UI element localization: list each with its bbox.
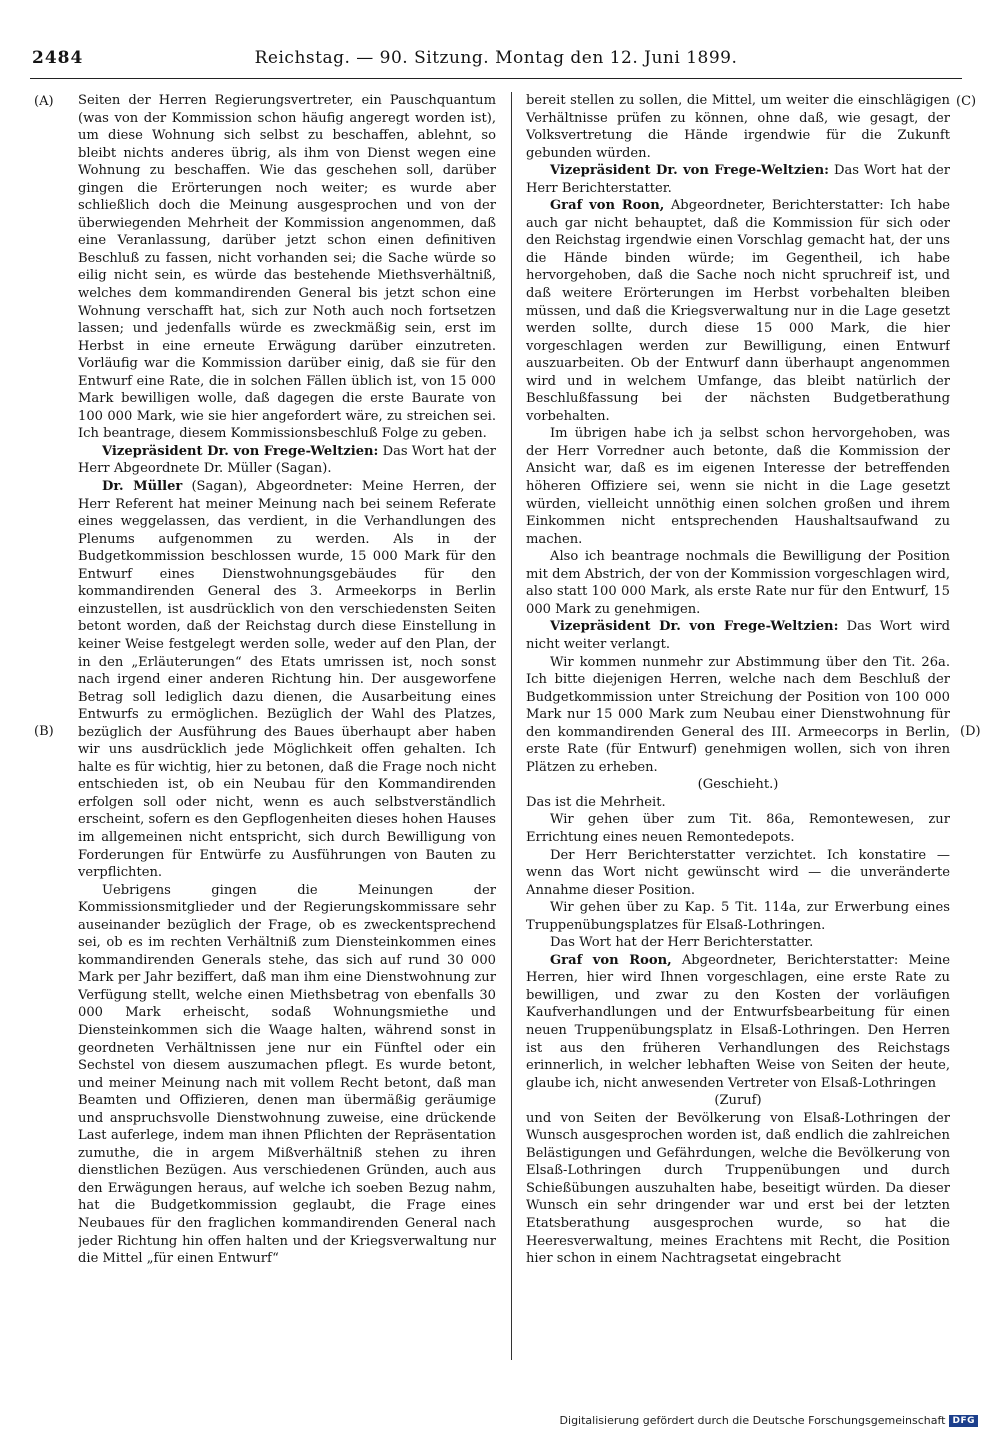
paragraph bbox=[526, 197, 950, 425]
page-header bbox=[30, 48, 962, 79]
running-head: Reichstag. — 90. Sitzung. Montag den 12. Juni 1899. bbox=[254, 48, 738, 68]
paragraph bbox=[78, 478, 496, 882]
speaker-name: Graf von Roon, bbox=[550, 952, 672, 968]
paragraph-text: bereit stellen zu sollen, die Mittel, um weiter die einschlägigen Verhältnisse prüfen zu können, ohne daß, wie gesagt, der Volksvertretung die Hände irgendwie für die Zukunft gebunden würden. bbox=[526, 93, 950, 161]
paragraph-text: Das Wort hat der Herr Berichterstatter. bbox=[550, 935, 814, 951]
paragraph bbox=[526, 934, 950, 952]
paragraph bbox=[526, 776, 950, 794]
paragraph bbox=[78, 443, 496, 478]
speaker-name: Graf von Roon, bbox=[550, 198, 665, 214]
paragraph bbox=[526, 425, 950, 548]
speaker-name: Vizepräsident Dr. von Frege-Weltzien: bbox=[550, 163, 829, 179]
speaker-name: Dr. Müller bbox=[102, 479, 183, 495]
paragraph-text: Das ist die Mehrheit. bbox=[526, 794, 666, 810]
paragraph-text: Abgeordneter, Berichterstatter: Ich habe auch gar nicht behauptet, daß die Kommission für sich oder den Reichstag irgendwie einen Vorschlag gemacht hat, der uns die Hände binden würde; im Gegentheil, ich habe hervorgehoben, daß die Sache noch nicht spruchreif ist, und daß weitere Erörterungen im Herbst vorbehalten bleiben müssen, und daß die Kriegsverwaltung nur in die Lage gesetzt werden sollte, durch diese 15 000 Mark, die hier vorgeschlagen werden zur Bewilligung, einen Entwurf auszuarbeiten. Ob der Entwurf dann überhaupt angenommen wird und in welchem Umfange, das bleibt natürlich der Beschlußfassung bei der nächsten Budgetberathung vorbehalten. bbox=[526, 198, 950, 424]
paragraph bbox=[78, 882, 496, 1268]
paragraph-text: (Sagan), Abgeordneter: Meine Herren, der Herr Referent hat meiner Meinung nach bei seinem Referate eines weggelassen, das verdient, in die Verhandlungen des Plenums aufgenommen zu werden. Als in der Budgetkommission beschlossen wurde, 15 000 Mark für den Entwurf eines Dienstwohnungsgebäudes für den kommandirenden General des 3. Armeekorps in Berlin einzustellen, ist ausdrücklich von den verschiedensten Seiten betont worden, daß der Reichstag durch diese Einstellung in keiner Weise festgelegt werden solle, weder auf den Plan, der in den „Erläuterungen“ des Etats umrissen ist, noch sonst nach irgend einer anderen Richtung hin. Der ausgeworfene Betrag soll lediglich dazu dienen, die Ausarbeitung eines Entwurfs zu ermöglichen. Bezüglich der Wahl des Platzes, bezüglich der Ausführung des Baues überhaupt aber haben wir uns ausdrücklich jede Möglichkeit offen gehalten. Ich halte es für wichtig, hier zu betonen, daß die Frage noch nicht entschieden ist, ob ein Neubau für den Kommandirenden erfolgen soll oder nicht, wenn es auch selbstverständlich erscheint, sofern es den Gepflogenheiten dieses hohen Hauses im allgemeinen nicht entspricht, sich durch Bewilligung von Forderungen für Entwürfe zu Ausführungen von Bauten zu verpflichten. bbox=[78, 479, 496, 881]
paragraph-text: Uebrigens gingen die Meinungen der Kommissionsmitglieder und der Regierungskommissare sehr auseinander bezüglich der Frage, ob es zweckentsprechend sei, ob es im rechten Verhältniß zum Diensteinkommen eines kommandirenden Generals stehe, das sich auf rund 30 000 Mark per Jahr beziffert, daß man ihm eine Dienstwohnung zur Verfügung stellt, welche einen Miethsbetrag von ebenfalls 30 000 Mark erheischt, sodaß Wohnungsmiethe und Diensteinkommen sich die Waage halten, während sonst in geordneten Verhältnissen jene nur ein Fünftel oder ein Sechstel von diesem auszumachen pflegt. Es wurde betont, und meiner Meinung nach mit vollem Recht betont, daß man Beamten und Offizieren, denen man übermäßig geräumige und anspruchsvolle Dienstwohnung zuweise, eine drückende Last auferlege, indem man ihnen Pflichten der Repräsentation zumuthe, die in argem Mißverhältniß stehen zu ihren dienstlichen Bezügen. Aus verschiedenen Gründen, auch aus den Erwägungen heraus, auf welche ich soeben Bezug nahm, hat die Budgetkommission geglaubt, die Frage eines Neubaues für den fraglichen kommandirenden General nach jeder Richtung hin offen halten und der Kriegsverwaltung nur die Mittel „für einen Entwurf“ bbox=[78, 882, 496, 1267]
page-number: 2484 bbox=[32, 48, 84, 68]
paragraph-text: und von Seiten der Bevölkerung von Elsaß-Lothringen der Wunsch ausgesprochen worden ist, daß endlich die zahlreichen Belästigungen und Gefährdungen, welche die Bevölkerung von Elsaß-Lothringen durch Truppenübungen und durch Schießübungen auszuhalten habe, beseitigt würden. Da dieser Wunsch ein sehr dringender war und erst bei der letzten Etatsberathung ausgesprochen wurde, so hat die Heeresverwaltung, meines Erachtens mit Recht, die Position hier schon in einem Nachtragsetat eingebracht bbox=[526, 1110, 950, 1267]
footer-text: Digitalisierung gefördert durch die Deutsche Forschungsgemeinschaft bbox=[559, 1414, 946, 1427]
paragraph-text: Wir gehen über zum Tit. 86a, Remontewesen, zur Errichtung eines neuen Remontedepots. bbox=[526, 812, 950, 845]
margin-mark-c: (C) bbox=[956, 94, 977, 109]
paragraph bbox=[526, 654, 950, 777]
paragraph bbox=[526, 794, 950, 812]
speaker-name: Vizepräsident Dr. von Frege-Weltzien: bbox=[550, 619, 839, 635]
paragraph-text: Das Wort wird nicht weiter verlangt. bbox=[526, 619, 950, 652]
paragraph bbox=[526, 847, 950, 900]
paragraph bbox=[526, 1110, 950, 1268]
paragraph-text: (Zuruf) bbox=[714, 1093, 762, 1109]
right-column bbox=[526, 92, 950, 1360]
dfg-logo-icon: DFG bbox=[949, 1415, 978, 1427]
paragraph bbox=[526, 1092, 950, 1110]
paragraph bbox=[526, 92, 950, 162]
margin-mark-b: (B) bbox=[34, 724, 54, 739]
margin-mark-d: (D) bbox=[960, 724, 981, 739]
margin-mark-a: (A) bbox=[34, 94, 54, 109]
paragraph-text: Wir gehen über zu Kap. 5 Tit. 114a, zur Erwerbung eines Truppenübungsplatzes für Elsaß-Lothringen. bbox=[526, 900, 950, 933]
column-divider bbox=[511, 92, 512, 1360]
paragraph bbox=[526, 952, 950, 1092]
paragraph bbox=[526, 548, 950, 618]
paragraph bbox=[526, 162, 950, 197]
paragraph bbox=[78, 92, 496, 443]
paragraph bbox=[526, 811, 950, 846]
paragraph-text: Das Wort hat der Herr Abgeordnete Dr. Müller (Sagan). bbox=[78, 443, 496, 477]
left-column bbox=[78, 92, 496, 1360]
paragraph-text: (Geschieht.) bbox=[697, 777, 779, 793]
paragraph-text: Der Herr Berichterstatter verzichtet. Ich konstatire — wenn das Wort nicht gewünscht wird — die unveränderte Annahme dieser Position. bbox=[526, 847, 950, 898]
paragraph-text: Das Wort hat der Herr Berichterstatter. bbox=[526, 163, 950, 196]
paragraph-text: Abgeordneter, Berichterstatter: Meine Herren, hier wird Ihnen vorgeschlagen, eine erste Rate zu bewilligen, und zwar zu den Kosten der vorläufigen Kaufverhandlungen und der Entwurfsbearbeitung für einen neuen Truppenübungsplatz in Elsaß-Lothringen. Den Herren ist aus den früheren Verhandlungen des Reichstags erinnerlich, in welcher lebhaften Weise von Seiten der heute, glaube ich, nicht anwesenden Vertreter von Elsaß-Lothringen bbox=[526, 952, 950, 1091]
footer bbox=[560, 1414, 978, 1427]
paragraph-text: Wir kommen nunmehr zur Abstimmung über den Tit. 26a. Ich bitte diejenigen Herren, welche nach dem Beschluß der Budgetkommission unter Streichung der Position von 100 000 Mark nur 15 000 Mark zum Neubau einer Dienstwohnung für den kommandirenden General des III. Armeecorps in Berlin, erste Rate (für Entwurf) genehmigen wollen, sich von ihren Plätzen zu erheben. bbox=[526, 654, 950, 775]
speaker-name: Vizepräsident Dr. von Frege-Weltzien: bbox=[102, 443, 379, 459]
paragraph bbox=[526, 618, 950, 653]
paragraph-text: Also ich beantrage nochmals die Bewilligung der Position mit dem Abstrich, der von der Kommission vorgeschlagen wird, also statt 100 000 Mark, als erste Rate nur für den Entwurf, 15 000 Mark zu genehmigen. bbox=[526, 549, 950, 617]
paragraph-text: Seiten der Herren Regierungsvertreter, ein Pauschquantum (was von der Kommission schon häufig angeregt worden ist), um diese Wohnung sich selbst zu beschaffen, ablehnt, so bleibt nichts anderes übrig, als ihm von Dienst wegen eine Wohnung zu beschaffen. Wie das geschehen soll, darüber gingen die Erörterungen noch weiter; es wurde aber schließlich doch die Meinung ausgesprochen und von der überwiegenden Mehrheit der Kommission angenommen, daß eine Veranlassung, darüber jetzt schon einen definitiven Beschluß zu fassen, nicht vorhanden sei; die Sache würde so eilig nicht sein, es würde das bestehende Miethsverhältniß, welches dem kommandirenden General bis jetzt schon eine Wohnung verschafft hat, sich zur Noth auch noch fortsetzen lassen; und jedenfalls würde es zweckmäßig sein, erst im Herbst in eine erneute Erwägung darüber einzutreten. Vorläufig war die Kommission darüber einig, daß sie für den Entwurf eine Rate, die in solchen Fällen üblich ist, von 15 000 Mark bewilligen wolle, daß dagegen die erste Baurate von 100 000 Mark, wie sie hier angefordert wäre, zu streichen sei. Ich beantrage, diesem Kommissionsbeschluß Folge zu geben. bbox=[78, 93, 496, 442]
paragraph-text: Im übrigen habe ich ja selbst schon hervorgehoben, was der Herr Vorredner auch betonte, daß die Kommission der Ansicht war, daß es im eigenen Interesse der betreffenden höheren Offiziere sei, wenn sie nicht in die Lage gesetzt würden, vielleicht unnöthig einen solchen großen und ihrem Einkommen nicht entsprechenden Haushaltsaufwand zu machen. bbox=[526, 426, 950, 547]
paragraph bbox=[526, 899, 950, 934]
